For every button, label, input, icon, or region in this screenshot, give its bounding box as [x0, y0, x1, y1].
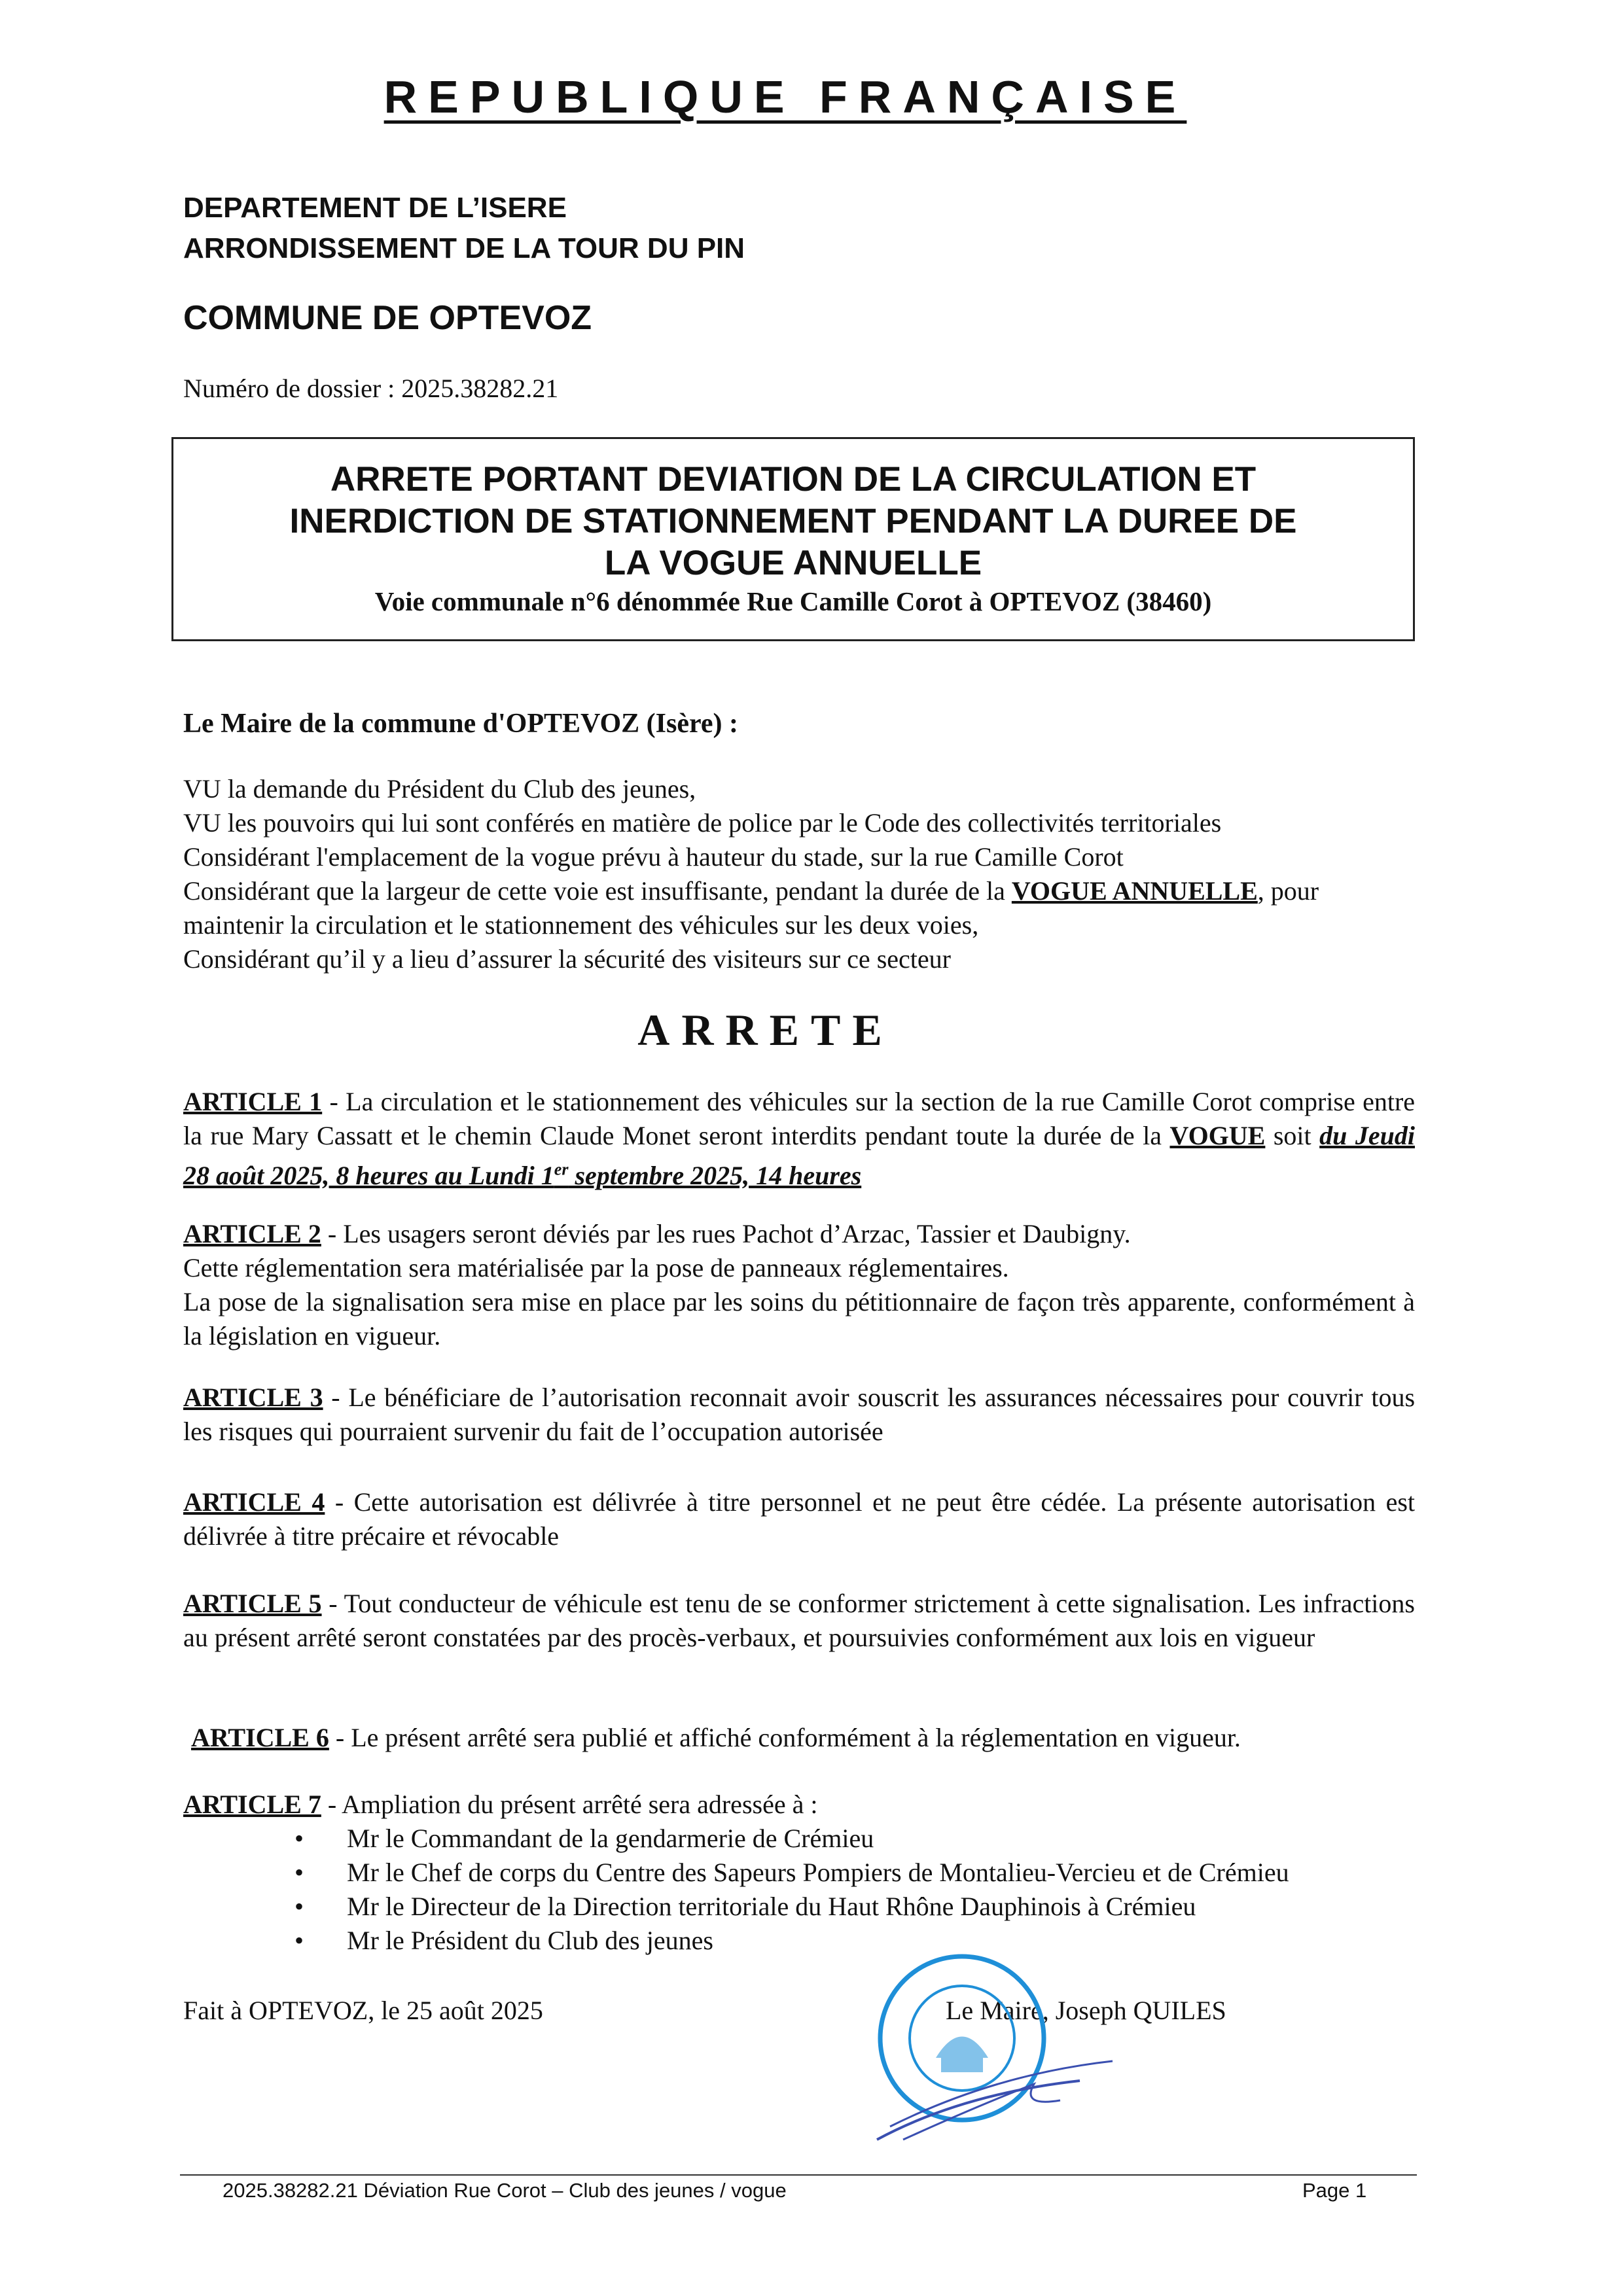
title-text [173, 459, 1413, 584]
article-5-text: Tout conducteur de véhicule est tenu de se conformer strictement à cette signalisation. Les infractions au présent arrêté seront constatées par des procès-verbaux, et poursuivies conformément aux lois en vigueur [183, 1589, 1415, 1652]
article-7: ARTICLE 7 - Ampliation du présent arrêté sera adressée à : • Mr le Commandant de la gendarmerie de Crémieu • Mr le Chef de corps du Centre des Sapeurs Pompiers de Montalieu-Vercieu et de Crémieu • Mr le Directeur de la Direction territoriale du Haut Rhône Dauphinois à Crémieu • Mr le Président du Club des jeunes [183, 1788, 1415, 1958]
article-5-label: ARTICLE 5 [183, 1589, 322, 1618]
article-6-label: ARTICLE 6 [191, 1723, 329, 1752]
title-subtitle: Voie communale n°6 dénommée Rue Camille Corot à OPTEVOZ (38460) [374, 586, 1212, 616]
article-6-text: Le présent arrêté sera publié et affiché conformément à la réglementation en vigueur. [351, 1723, 1241, 1752]
signatory: Le Maire, Joseph QUILES [946, 1996, 1226, 2025]
article-6: ARTICLE 6 - Le présent arrêté sera publié et affiché conformément à la réglementation en vigueur. [191, 1723, 1241, 1752]
considering-safety: Considérant qu’il y a lieu d’assurer la sécurité des visiteurs sur ce secteur [183, 944, 951, 974]
article-7-label: ARTICLE 7 [183, 1790, 321, 1819]
arrondissement-line: ARRONDISSEMENT DE LA TOUR DU PIN [183, 232, 745, 264]
dossier-number: Numéro de dossier : 2025.38282.21 [183, 374, 559, 403]
list-item: • Mr le Président du Club des jeunes [294, 1926, 713, 1955]
mayor-intro: Le Maire de la commune d'OPTEVOZ (Isère) : [183, 709, 738, 739]
article-5: ARTICLE 5 - Tout conducteur de véhicule est tenu de se conformer strictement à cette signalisation. Les infractions au présent arrêté seront constatées par des procès-verbaux, et poursuivies conformément aux lois en vigueur [183, 1589, 1415, 1652]
article-1: ARTICLE 1 - La circulation et le stationnement des véhicules sur la section de la rue Camille Corot comprise entre la rue Mary Cassatt et le chemin Claude Monet seront interdits pendant toute la durée de la VOGUE soit du Jeudi 28 août 2025, 8 heures au Lundi 1er septembre 2025, 14 heures [183, 1087, 1416, 1191]
place-date: Fait à OPTEVOZ, le 25 août 2025 [183, 1996, 543, 2025]
vu-powers: VU les pouvoirs qui lui sont conférés en matière de police par le Code des collectivités territoriales [183, 808, 1222, 838]
considering-location: Considérant l'emplacement de la vogue prévu à hauteur du stade, sur la rue Camille Corot [183, 842, 1124, 872]
list-item: • Mr le Directeur de la Direction territoriale du Haut Rhône Dauphinois à Crémieu [294, 1892, 1196, 1921]
vogue-annuelle-emphasis: VOGUE ANNUELLE [1011, 876, 1258, 906]
mairie-stamp [864, 1943, 1126, 2156]
arrete-heading: ARRETE [637, 1005, 894, 1055]
article-2-line-3: La pose de la signalisation sera mise en place par les soins du pétitionnaire de façon très apparente, conformément à la législation en vigueur. [183, 1287, 1415, 1351]
article-1-text: La circulation et le stationnement des véhicules sur la section de la rue Camille Corot comprise entre la rue Mary Cassatt et le chemin Claude Monet seront interdits pendant toute la durée de la [183, 1087, 1416, 1150]
page-number: Page 1 [1302, 2179, 1367, 2202]
article-1-vogue: VOGUE [1169, 1121, 1266, 1150]
vu-request: VU la demande du Président du Club des jeunes, [183, 774, 696, 804]
article-1-label: ARTICLE 1 [183, 1087, 323, 1116]
article-2-line-2: Cette réglementation sera matérialisée par la pose de panneaux réglementaires. [183, 1253, 1009, 1282]
title-line-1: ARRETE PORTANT DEVIATION DE LA CIRCULATION ET [330, 460, 1257, 499]
article-2-line-1: Les usagers seront déviés par les rues Pachot d’Arzac, Tassier et Daubigny. [343, 1219, 1131, 1248]
considering-width: Considérant que la largeur de cette voie est insuffisante, pendant la durée de la VOGUE ANNUELLE, pour maintenir la circulation et le stationnement des véhicules sur les deux voies, [183, 876, 1319, 940]
title-line-2: INERDICTION DE STATIONNEMENT PENDANT LA DUREE DE [289, 502, 1297, 540]
article-3-text: Le bénéficiare de l’autorisation reconnait avoir souscrit les assurances nécessaires pour couvrir tous les risques qui pourraient survenir du fait de l’occupation autorisée [183, 1383, 1416, 1446]
article-3: ARTICLE 3 - Le bénéficiare de l’autorisation reconnait avoir souscrit les assurances nécessaires pour couvrir tous les risques qui pourraient survenir du fait de l’occupation autorisée [183, 1383, 1416, 1446]
article-2-label: ARTICLE 2 [183, 1219, 321, 1248]
article-4-text: Cette autorisation est délivrée à titre personnel et ne peut être cédée. La présente autorisation est délivrée à titre précaire et révocable [183, 1487, 1416, 1551]
article-7-text: Ampliation du présent arrêté sera adressée à : [341, 1790, 818, 1819]
title-box [171, 437, 1415, 641]
department-line: DEPARTEMENT DE L’ISERE [183, 192, 567, 224]
commune-line: COMMUNE DE OPTEVOZ [183, 299, 592, 337]
stamp-seal-icon [864, 1943, 1126, 2153]
title-line-3: LA VOGUE ANNUELLE [604, 544, 982, 582]
preamble [183, 772, 1415, 976]
republic-heading: REPUBLIQUE FRANÇAISE [383, 71, 1187, 122]
article-3-label: ARTICLE 3 [183, 1383, 323, 1412]
list-item: • Mr le Commandant de la gendarmerie de Crémieu [294, 1824, 874, 1853]
footer-divider [180, 2174, 1417, 2176]
footer-reference: 2025.38282.21 Déviation Rue Corot – Club des jeunes / vogue [223, 2179, 787, 2202]
list-item: • Mr le Chef de corps du Centre des Sapeurs Pompiers de Montalieu-Vercieu et de Crémieu [294, 1858, 1289, 1887]
article-1-dates: du Jeudi 28 août 2025, 8 heures au Lundi 1er septembre 2025, 14 heures [183, 1121, 1416, 1191]
article-2: ARTICLE 2 - Les usagers seront déviés par les rues Pachot d’Arzac, Tassier et Daubigny. Cette réglementation sera matérialisée par la pose de panneaux réglementaires. La pose de la signalisation sera mise en place par les soins du pétitionnaire de façon très apparente, conformément à la législation en vigueur. [183, 1217, 1415, 1353]
article-4-label: ARTICLE 4 [183, 1487, 325, 1517]
article-4: ARTICLE 4 - Cette autorisation est délivrée à titre personnel et ne peut être cédée. La présente autorisation est délivrée à titre précaire et révocable [183, 1487, 1416, 1551]
recipient-list [294, 1822, 1415, 1958]
